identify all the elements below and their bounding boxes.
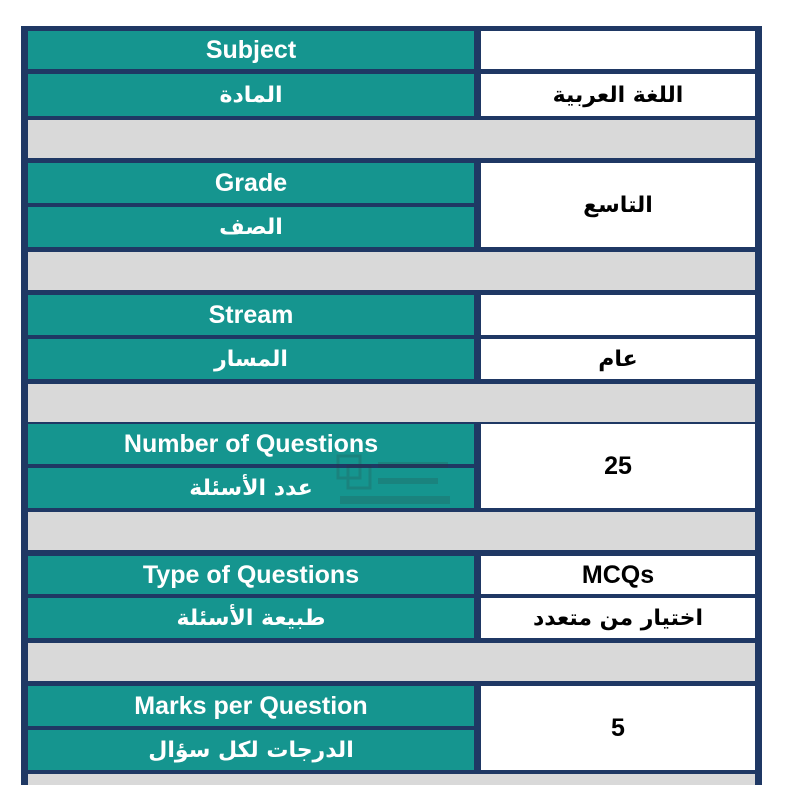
num-questions-value: 25 xyxy=(481,424,755,508)
type-value-ar: اختيار من متعدد xyxy=(481,598,755,638)
type-label-en: Type of Questions xyxy=(28,556,474,594)
marks-label-en: Marks per Question xyxy=(28,686,474,726)
stream-value: عام xyxy=(481,339,755,379)
separator xyxy=(28,512,755,550)
row-subject-ar xyxy=(28,74,755,116)
separator xyxy=(28,643,755,681)
type-value-en: MCQs xyxy=(481,556,755,594)
subject-value: اللغة العربية xyxy=(481,74,755,116)
grade-value: التاسع xyxy=(481,163,755,247)
grade-label-ar: الصف xyxy=(28,207,474,247)
marks-label-ar: الدرجات لكل سؤال xyxy=(28,730,474,770)
subject-label-en: Subject xyxy=(28,31,474,69)
marks-value: 5 xyxy=(481,686,755,770)
separator xyxy=(28,774,755,785)
grade-label-en: Grade xyxy=(28,163,474,203)
subject-label-ar: المادة xyxy=(28,74,474,116)
type-label-ar: طبيعة الأسئلة xyxy=(28,598,474,638)
row-stream-ar xyxy=(28,339,755,379)
separator xyxy=(28,120,755,158)
num-questions-label-ar: عدد الأسئلة xyxy=(28,468,474,508)
row-subject-en xyxy=(28,31,755,69)
num-questions-label-en: Number of Questions xyxy=(28,424,474,464)
row-type-ar xyxy=(28,598,755,638)
subject-value-empty xyxy=(481,31,755,69)
separator xyxy=(28,252,755,290)
stream-label-en: Stream xyxy=(28,295,474,335)
row-stream-en xyxy=(28,295,755,335)
stream-label-ar: المسار xyxy=(28,339,474,379)
stream-value-empty xyxy=(481,295,755,335)
row-type-en xyxy=(28,556,755,594)
separator xyxy=(28,384,755,422)
